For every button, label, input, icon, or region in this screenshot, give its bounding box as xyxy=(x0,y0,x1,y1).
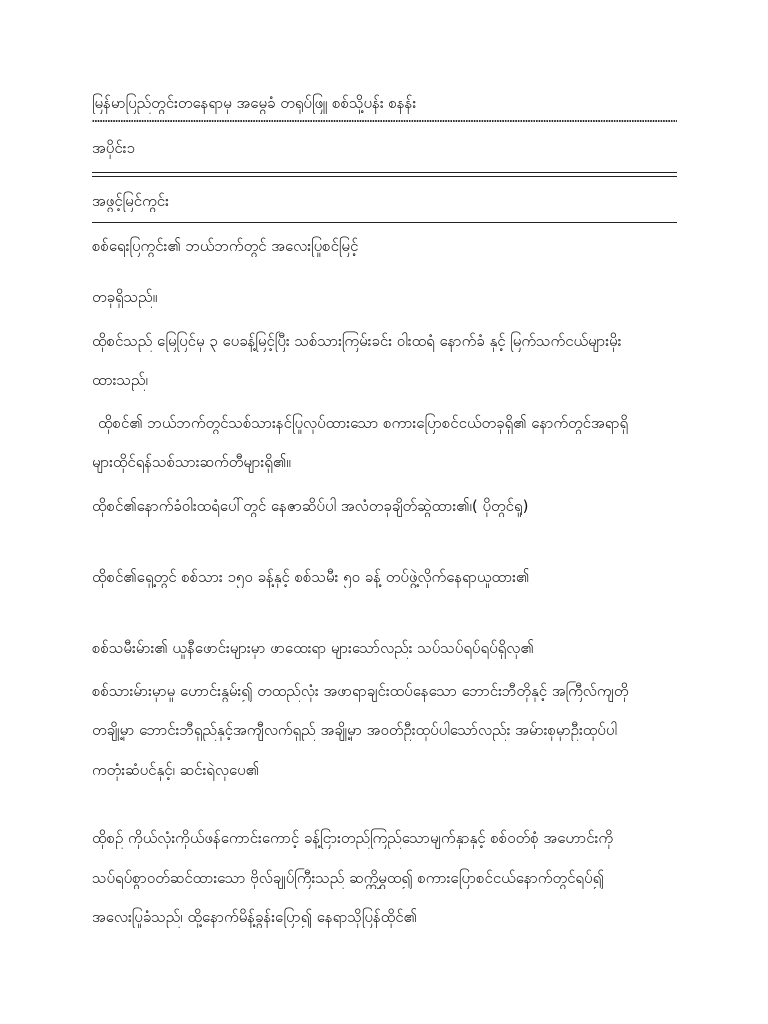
paragraph-line: များထိုင်ရန်သစ်သားဆက်တီများရှိ၏။ xyxy=(92,453,291,471)
document-title: မြန်မာပြည်တွင်းတနေရာမှ အမွေခံ တရုပ်ဖြူ စစ်သို့ပန်း စနန်း xyxy=(92,94,417,112)
document-page xyxy=(92,0,677,1024)
paragraph-line: ထိုစဉ် ကိုယ်လုံးကိုယ်ဖန်ကောင်းကောင့် ခန့်ငြားတည်ကြည်သောမျက်နှာနှင့် စစ်ဝတ်စုံ အဟောင်းကို xyxy=(92,829,614,847)
double-divider xyxy=(92,172,677,177)
section-divider xyxy=(92,222,677,223)
paragraph-line: ထိုစင်၏နောက်ခံဝါးထရံပေါ်တွင် နေဇာဆိပ်ပါ အလံတခုချိတ်ဆွဲထား၏၊( ပိုတွင်ရှု) xyxy=(92,497,529,515)
paragraph-line: ထိုစင်သည် မြေပြင်မှ ၃ ပေခန့်မြင့်ပြီး သစ်သားကြမ်းခင်း ဝါးထရံ နောက်ခံ နှင့် မြက်သက်ငယ်များမိုး xyxy=(92,332,622,350)
dotted-divider xyxy=(92,119,677,123)
paragraph-line: ထားသည်၊ xyxy=(92,371,148,389)
paragraph-line: စစ်ရေးပြကွင်း၏ ဘယ်ဘက်တွင် အလေးပြုစင်မြင့် xyxy=(92,237,359,255)
part-label: အပိုင်း၁ xyxy=(92,139,135,157)
paragraph-line: စစ်သမီးမ်ား၏ ယူနီဖောင်းများမှာ ဖာထေးရာ များသော်လည်း သပ်သပ်ရပ်ရပ်ရှိလှ၏ xyxy=(92,639,534,657)
paragraph-line: တခုရှိသည်။ xyxy=(92,288,158,306)
paragraph-line: စစ်သားမ်ားမှာမူ ဟောင်းနွမ်း၍ တထည်လုံး အဖာရာချင်းထပ်နေသော ဘောင်းဘီတိုနှင့် အကြီလ်ကျတို xyxy=(92,682,629,700)
paragraph-line: ထိုစင်၏ရှေ့တွင် စစ်သား ၁၅၀ ခန့်နှင့် စစ်သမီး ၅၀ ခန့် တပ်ဖွဲ့လိုက်နေရာယူထား၏ xyxy=(92,568,530,586)
section-heading: အဖွင့်မြင်ကွင်း xyxy=(92,192,169,210)
paragraph-line: သပ်ရပ်စွာဝတ်ဆင်ထားသော ဗိုလ်ချုပ်ကြီးသည် ဆက္ကိမွှထ၍ စကားပြောစင်ငယ်နောက်တွင်ရပ်၍ xyxy=(92,869,604,887)
paragraph-line: အလေးပြုခံသည်၊ ထို့နောက်မိန့်ခွန်းပြော၍ နေရာသိုပြန်ထိုင်၏ xyxy=(92,908,417,926)
paragraph-line: ထိုစင်၏ ဘယ်ဘက်တွင်သစ်သားနင်ပြုလုပ်ထားသော စကားပြောစင်ငယ်တခုရှိ၏ နောက်တွင်အရာရှိ xyxy=(98,414,629,432)
paragraph-line: တချို့မှာ ဘောင်းဘီရှည်နှင့်အကျီလက်ရှည် အချို့မှာ အဝတ်ဦးထုပ်ပါသော်လည်း အမ်ားစုမှာဦးထုပ်ပါ xyxy=(92,721,617,739)
paragraph-line: ကတုံးဆံပင်နှင့်၊ ဆင်းရဲလှပေ၏ xyxy=(92,761,260,779)
